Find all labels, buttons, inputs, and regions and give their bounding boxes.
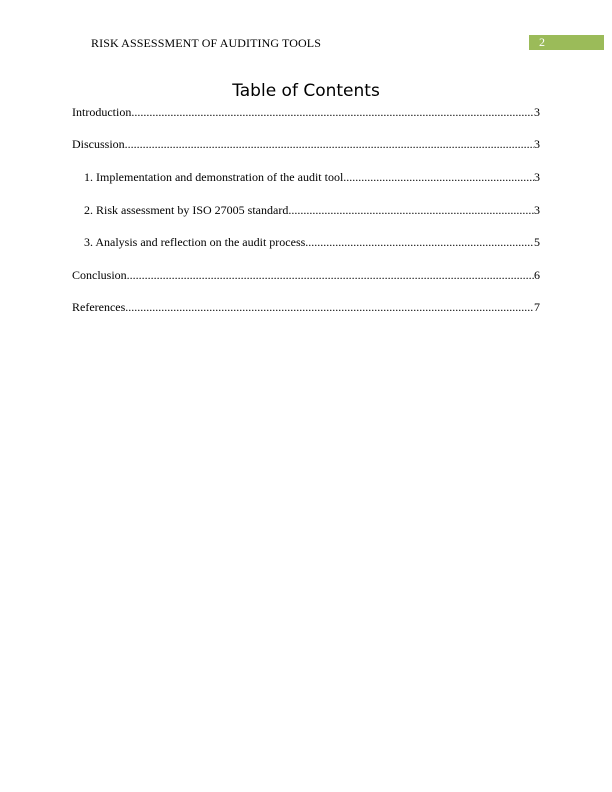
toc-entry-label: Discussion <box>72 137 125 151</box>
toc-dot-leader <box>131 104 534 120</box>
toc-entry-introduction[interactable] <box>72 104 540 120</box>
toc-heading: Table of Contents <box>232 81 380 101</box>
page-number-badge <box>529 35 604 50</box>
toc-entry-page: 3 <box>534 105 540 119</box>
running-header-title: RISK ASSESSMENT OF AUDITING TOOLS <box>91 36 322 50</box>
toc-entry-label: 1. Implementation and demonstration of the audit tool <box>84 170 344 184</box>
toc-entry-page: 3 <box>534 137 540 151</box>
toc-entry-label: 2. Risk assessment by ISO 27005 standard <box>84 203 289 217</box>
toc-dot-leader <box>125 299 534 315</box>
toc-entry-discussion[interactable] <box>72 136 540 152</box>
toc-dot-leader <box>343 169 534 185</box>
toc-entry-label: References <box>72 300 126 314</box>
toc-dot-leader <box>305 234 534 250</box>
toc-entry-page: 7 <box>534 300 540 314</box>
toc-entry-conclusion[interactable] <box>72 267 540 283</box>
toc-entry-implementation[interactable] <box>84 169 540 185</box>
toc-entry-references[interactable] <box>72 299 540 315</box>
toc-entry-analysis[interactable] <box>84 234 540 250</box>
toc-entry-risk-assessment[interactable] <box>84 202 540 218</box>
toc-dot-leader <box>127 267 534 283</box>
toc-entry-label: 3. Analysis and reflection on the audit process <box>84 235 306 249</box>
toc-entry-page: 6 <box>534 268 540 282</box>
toc-entry-label: Conclusion <box>72 268 127 282</box>
toc-entry-page: 3 <box>534 170 540 184</box>
toc-entry-label: Introduction <box>72 105 132 119</box>
toc-dot-leader <box>125 136 534 152</box>
toc-entry-page: 5 <box>534 235 540 249</box>
toc-dot-leader <box>288 202 534 218</box>
toc-entry-page: 3 <box>534 203 540 217</box>
page-number: 2 <box>539 35 545 49</box>
